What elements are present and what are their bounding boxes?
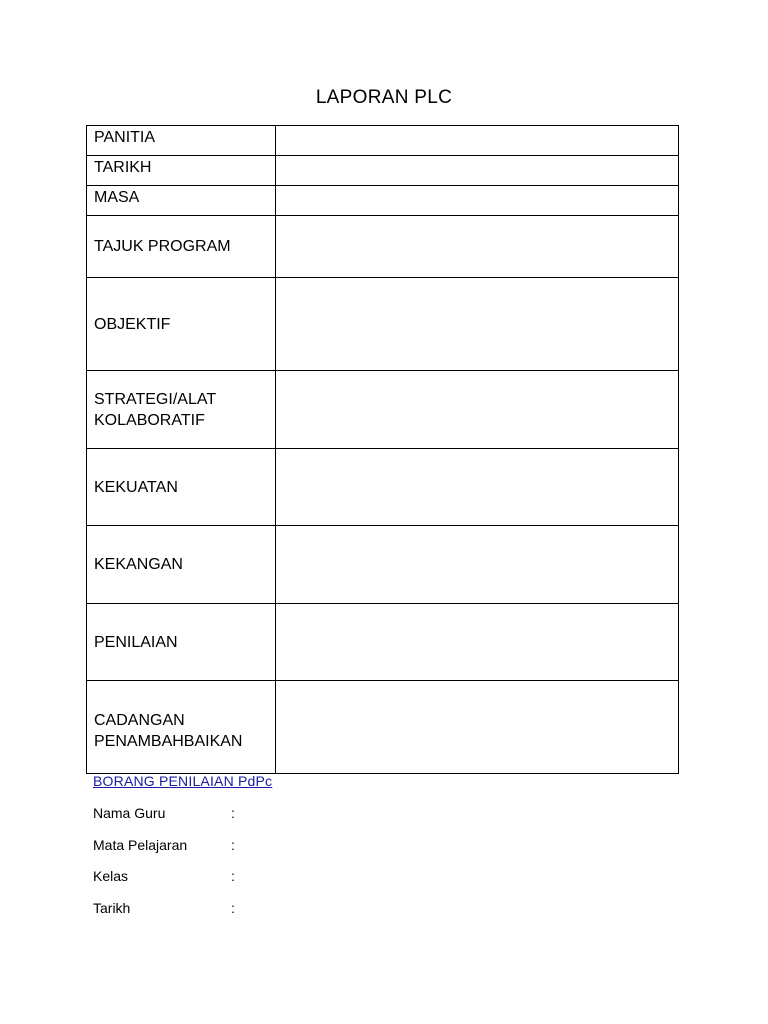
row-label-objektif: OBJEKTIF — [87, 278, 276, 371]
table-row — [87, 156, 679, 186]
table-row — [87, 526, 679, 604]
field-label: Kelas — [93, 868, 129, 884]
table-row — [87, 186, 679, 216]
field-separator: : — [231, 900, 235, 916]
table-row — [87, 278, 679, 371]
row-label-strategi-alat-kolaboratif: STRATEGI/ALAT KOLABORATIF — [87, 371, 276, 449]
field-separator: : — [231, 805, 235, 821]
row-label-panitia: PANITIA — [87, 126, 276, 156]
row-label-cadangan-penambahbaikan: CADANGAN PENAMBAHBAIKAN — [87, 681, 276, 774]
field-value-kekangan[interactable] — [276, 526, 679, 604]
field-value-kekuatan[interactable] — [276, 449, 679, 526]
field-value-tarikh[interactable] — [276, 156, 679, 186]
field-label: Nama Guru — [93, 805, 166, 821]
table-row — [87, 604, 679, 681]
row-label-kekuatan: KEKUATAN — [87, 449, 276, 526]
field-label: Tarikh — [93, 900, 131, 916]
row-label-tajuk-program: TAJUK PROGRAM — [87, 216, 276, 278]
field-tarikh — [93, 900, 235, 916]
row-label-kekangan: KEKANGAN — [87, 526, 276, 604]
table-row — [87, 371, 679, 449]
row-label-penilaian: PENILAIAN — [87, 604, 276, 681]
form-heading: BORANG PENILAIAN PdPc — [93, 773, 273, 789]
page-title: LAPORAN PLC — [315, 87, 453, 108]
report-table — [86, 125, 679, 774]
table-row — [87, 449, 679, 526]
table-row — [87, 681, 679, 774]
field-value-tajuk-program[interactable] — [276, 216, 679, 278]
assessment-form — [93, 773, 273, 916]
table-row — [87, 216, 679, 278]
field-separator: : — [231, 868, 235, 884]
field-kelas — [93, 868, 235, 884]
table-row — [87, 126, 679, 156]
field-value-masa[interactable] — [276, 186, 679, 216]
field-separator: : — [231, 837, 235, 853]
row-label-masa: MASA — [87, 186, 276, 216]
field-value-cadangan-penambahbaikan[interactable] — [276, 681, 679, 774]
field-label: Mata Pelajaran — [93, 837, 188, 853]
field-value-objektif[interactable] — [276, 278, 679, 371]
field-value-penilaian[interactable] — [276, 604, 679, 681]
field-nama-guru — [93, 805, 235, 821]
field-mata-pelajaran — [93, 837, 235, 853]
row-label-tarikh: TARIKH — [87, 156, 276, 186]
field-value-panitia[interactable] — [276, 126, 679, 156]
field-value-strategi-alat-kolaboratif[interactable] — [276, 371, 679, 449]
